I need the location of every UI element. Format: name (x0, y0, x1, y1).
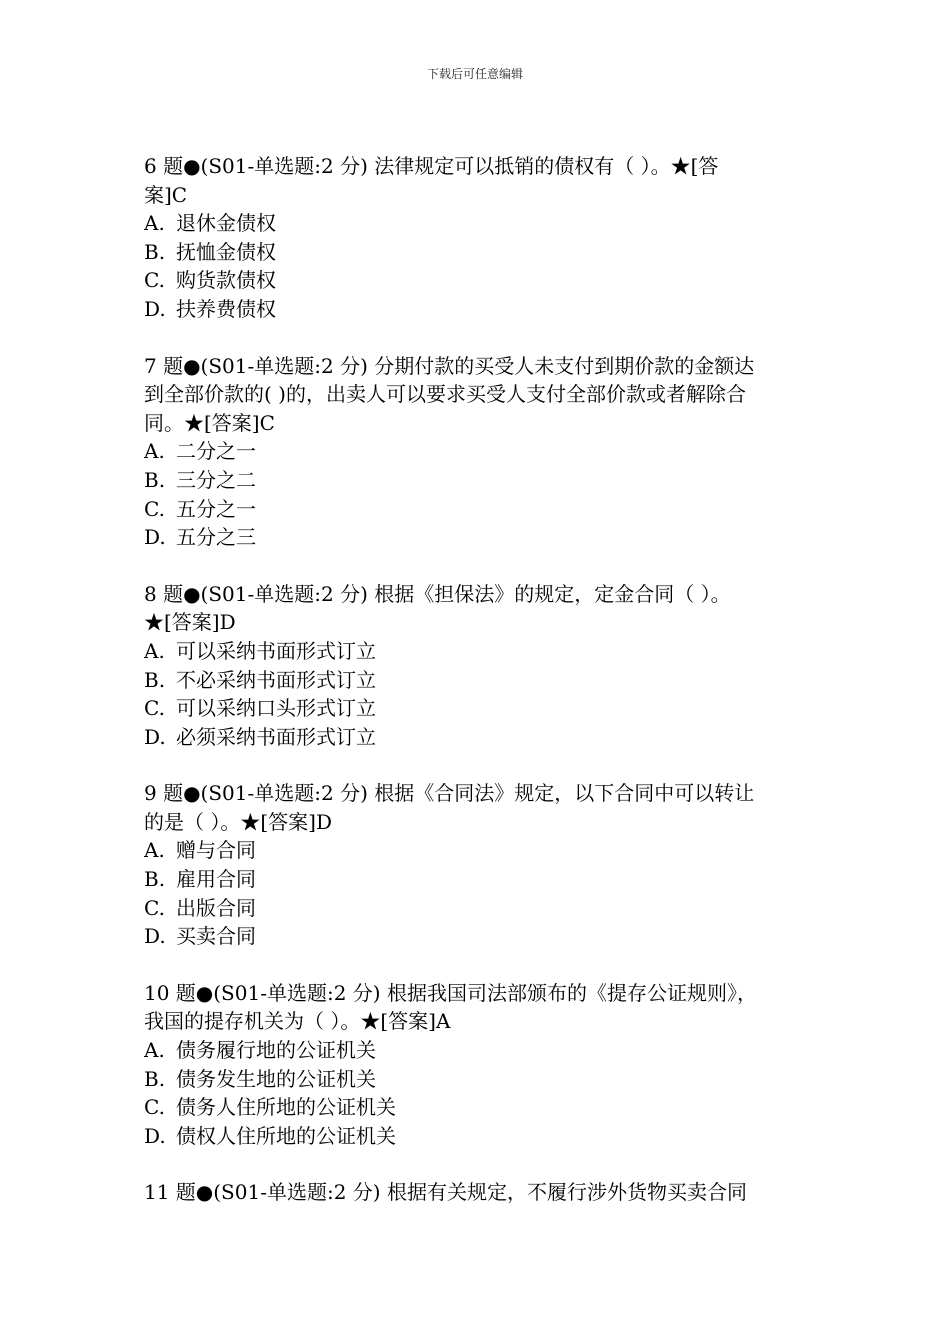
option-text: 不必采纳书面形式订立 (176, 667, 376, 692)
question-text-line: 11 题●(S01-单选题:2 分) 根据有关规定，不履行涉外货物买卖合同 (144, 1180, 747, 1205)
option-b (144, 865, 808, 894)
option-letter: B. (144, 867, 166, 892)
question-10 (144, 979, 808, 1151)
option-text: 债务履行地的公证机关 (176, 1038, 376, 1063)
option-d (144, 1122, 808, 1151)
option-letter: D. (144, 296, 166, 321)
option-b (144, 1065, 808, 1094)
question-9 (144, 779, 808, 951)
option-c (144, 694, 808, 723)
option-letter: B. (144, 667, 166, 692)
option-letter: B. (144, 467, 166, 492)
option-text: 必须采纳书面形式订立 (176, 724, 376, 749)
option-letter: D. (144, 924, 166, 949)
option-text: 出版合同 (176, 895, 256, 920)
question-text-line: 9 题●(S01-单选题:2 分) 根据《合同法》规定，以下合同中可以转让 (144, 781, 755, 806)
question-text-line: 我国的提存机关为（ ）。★[答案]A (144, 1009, 451, 1034)
option-text: 购货款债权 (176, 268, 276, 293)
option-a (144, 437, 808, 466)
option-letter: C. (144, 895, 165, 920)
option-text: 五分之一 (176, 496, 256, 521)
option-letter: A. (144, 439, 165, 464)
option-letter: A. (144, 211, 165, 236)
option-c (144, 266, 808, 295)
option-c (144, 495, 808, 524)
question-text-line: 10 题●(S01-单选题:2 分) 根据我国司法部颁布的《提存公证规则》， (144, 980, 757, 1005)
option-a (144, 209, 808, 238)
option-text: 赠与合同 (176, 838, 256, 863)
question-text-line: 案]C (144, 182, 188, 207)
option-text: 雇用合同 (176, 867, 256, 892)
page-header: 下载后可任意编辑 (426, 67, 523, 81)
option-letter: D. (144, 1123, 166, 1148)
option-text: 退休金债权 (176, 211, 276, 236)
option-text: 扶养费债权 (176, 296, 276, 321)
question-text-line: 8 题●(S01-单选题:2 分) 根据《担保法》的规定，定金合同（ ）。 (144, 581, 731, 606)
option-c (144, 894, 808, 923)
option-b (144, 466, 808, 495)
question-6 (144, 152, 808, 324)
option-text: 可以采纳书面形式订立 (176, 638, 376, 663)
option-d (144, 523, 808, 552)
option-text: 三分之二 (176, 467, 256, 492)
question-text-line: 的是（ ）。★[答案]D (144, 809, 332, 834)
option-letter: C. (144, 268, 165, 293)
option-text: 抚恤金债权 (176, 239, 276, 264)
question-text-line: 到全部价款的( )的，出卖人可以要求买受人支付全部价款或者解除合 (144, 382, 746, 407)
option-a (144, 836, 808, 865)
question-text-line: 6 题●(S01-单选题:2 分) 法律规定可以抵销的债权有（ ）。★[答 (144, 154, 719, 178)
option-letter: C. (144, 1095, 165, 1120)
option-text: 可以采纳口头形式订立 (176, 696, 376, 721)
option-text: 债务人住所地的公证机关 (176, 1095, 396, 1120)
option-letter: B. (144, 1066, 166, 1091)
option-d (144, 922, 808, 951)
option-letter: D. (144, 724, 166, 749)
option-b (144, 666, 808, 695)
question-7 (144, 352, 808, 552)
question-text-line: ★[答案]D (144, 610, 236, 635)
option-a (144, 637, 808, 666)
option-text: 债务发生地的公证机关 (176, 1066, 376, 1091)
option-letter: A. (144, 638, 165, 663)
question-list (144, 152, 808, 1235)
option-letter: A. (144, 838, 165, 863)
option-text: 二分之一 (176, 439, 256, 464)
question-text-line: 7 题●(S01-单选题:2 分) 分期付款的买受人未支付到期价款的金额达 (144, 353, 755, 378)
option-d (144, 723, 808, 752)
option-text: 买卖合同 (176, 924, 256, 949)
option-a (144, 1036, 808, 1065)
option-b (144, 238, 808, 267)
option-d (144, 295, 808, 324)
option-letter: C. (144, 696, 165, 721)
option-c (144, 1093, 808, 1122)
option-letter: A. (144, 1038, 165, 1063)
option-text: 债权人住所地的公证机关 (176, 1123, 396, 1148)
question-text-line: 同。★[答案]C (144, 410, 275, 435)
option-letter: D. (144, 525, 166, 550)
option-text: 五分之三 (176, 525, 256, 550)
option-letter: C. (144, 496, 165, 521)
question-11 (144, 1178, 808, 1207)
question-8 (144, 580, 808, 752)
option-letter: B. (144, 239, 166, 264)
